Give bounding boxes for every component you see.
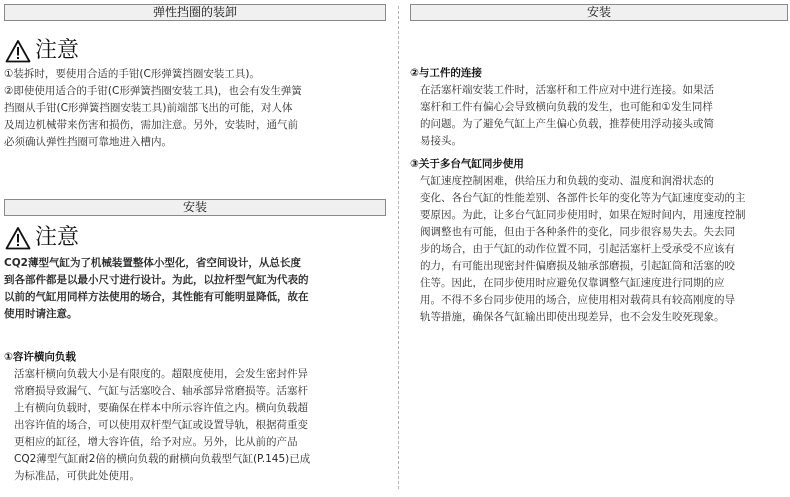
item-multi-cylinder-sync-text: 气缸速度控制困难，供给压力和负载的变动、温度和润滑状态的 变化、各台气缸的性能差别、各部件长年的变化等为气缸速度变动的主 要原因。为此，让多台气缸同步使用时，如果在短时间内，用速度控制 阀调整也有可能，但由于各种条件的变化，同步很容易失去。失去同 步的场合，由于气缸的动作位置不同，引起活塞杆上受承受不应该有 的力，有可能出现密封件偏磨损及轴承部磨损，引起缸筒和活塞的咬 住等。因此，在同步使用时应避免仅靠调整气缸速度进行同期的应 用。不得不多台同步使用的场合，应使用相对载荷具有较高刚度的导 轨等措施，确保各气缸输出即使出现差异，也不会发生咬死现象。 bbox=[420, 175, 746, 323]
caution-title: 注意 bbox=[35, 38, 80, 63]
retaining-ring-caution-text: ①装拆时，要使用合适的手钳(C形弹簧挡圈安装工具)。 ②即使使用适合的手钳(C形弹簧挡圈安装工具)，也会有发生弹簧 挡圈从手钳(C形弹簧挡圈安装工具)前端部飞出的可能，对人体 及周边机械带来伤害和损伤，需加注意。另外，安装时，通气前 必须确认弹性挡圈可靠地进入槽内。 bbox=[4, 68, 302, 148]
caution-title: 注意 bbox=[35, 225, 80, 250]
warning-triangle-icon bbox=[5, 39, 31, 63]
caution-block-2 bbox=[5, 225, 79, 251]
warning-triangle-icon bbox=[5, 226, 31, 250]
caution-block-1 bbox=[5, 38, 79, 64]
item-multi-cylinder-sync-title: ③关于多台气缸同步使用 bbox=[410, 158, 524, 170]
installation-intro-text: CQ2薄型气缸为了机械装置整体小型化，省空间设计，从总长度 到各部件都是以最小尺寸进行设计。为此，以拉杆型气缸为代表的 以前的气缸用同样方法使用的场合，其性能有可能明显降低，故在 使用时请注意。 bbox=[4, 257, 309, 320]
item-workpiece-connection-text: 在活塞杆端安装工件时，活塞杆和工件应对中进行连接。如果活 塞杆和工件有偏心会导致横向负载的发生，也可能和①发生同样 的问题。为了避免气缸上产生偏心负载，推荐使用浮动接头或简 易接头。 bbox=[420, 84, 714, 147]
section-heading-retaining-ring: 弹性挡圈的装卸 bbox=[4, 4, 386, 21]
item-lateral-load-text: 活塞杆横向负载大小是有限度的。超限度使用，会发生密封件异 常磨损导致漏气、气缸与活塞咬合、轴承部异常磨损等。活塞杆 上有横向负载时，要确保在样本中所示容许值之内。横向负载超 出容许值的场合，可以使用双杆型气缸或设置导轨，根据荷重变 更相应的缸径，增大容许值，给予对应。另外，比从前的产品 CQ2薄型气缸耐2倍的横向负载的耐横向负载型气缸(P.145)已成 为标准品，可供此处使用。 bbox=[14, 368, 311, 482]
section-heading-installation: 安装 bbox=[4, 199, 386, 216]
section-heading-installation-continued: 安装 bbox=[410, 4, 788, 21]
item-workpiece-connection-title: ②与工件的连接 bbox=[410, 67, 482, 79]
column-divider bbox=[398, 6, 399, 489]
item-lateral-load-title: ①容许横向负载 bbox=[4, 351, 76, 363]
